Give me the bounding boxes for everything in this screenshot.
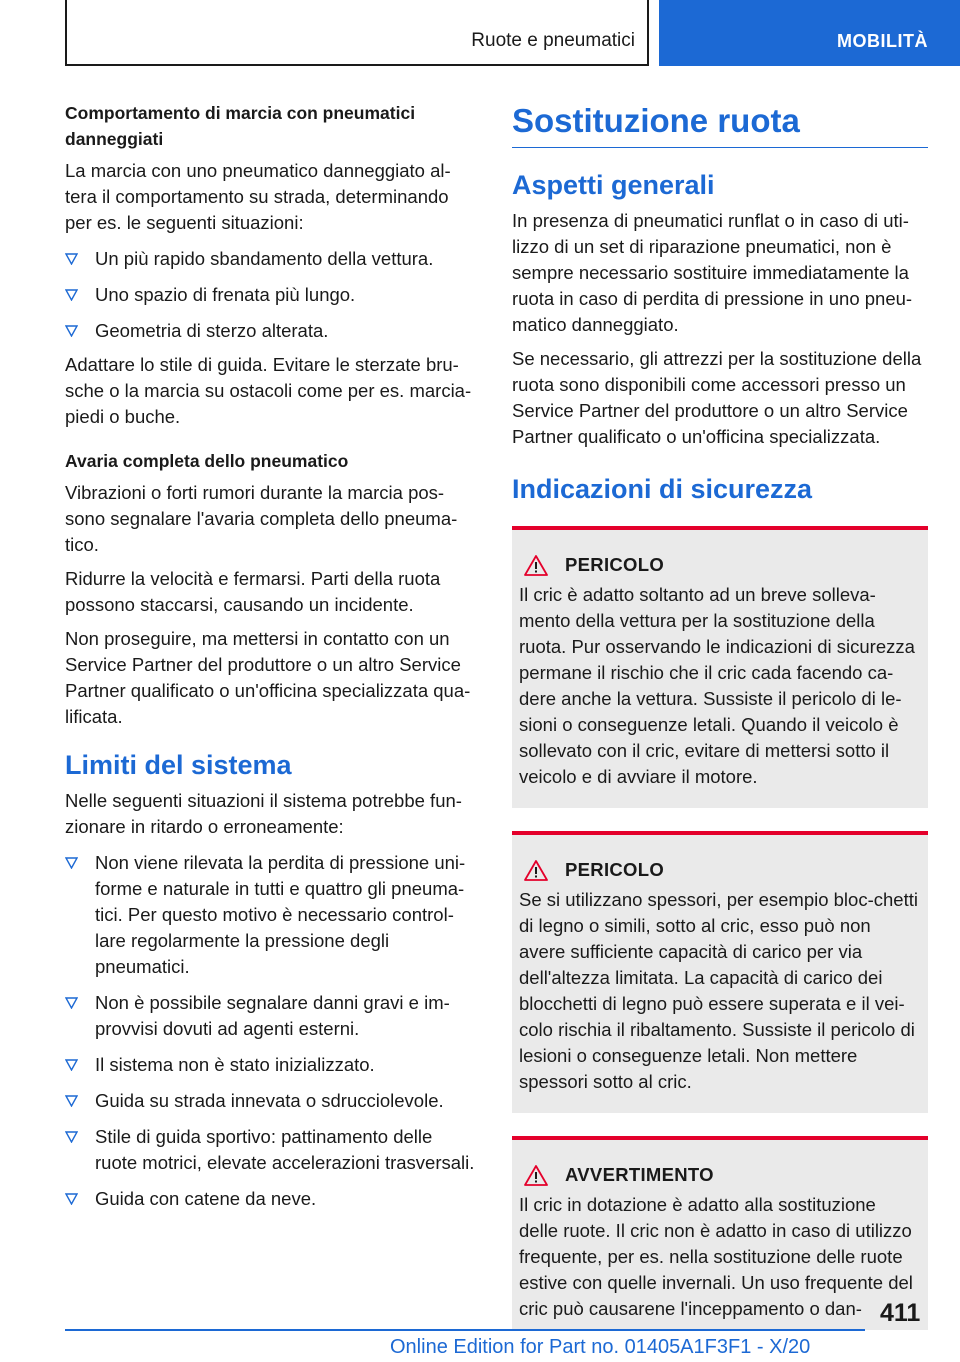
page-header (0, 0, 960, 66)
warning-text: Se si utilizzano spessori, per esempio bloc-chetti di legno o simili, sotto al cric, esso può non avere sufficiente capacità di carico per via dell'altezza limitata. La capacità di carico dei blocchetti di legno può essere superata e il vei-colo rischia il ribaltamento. Sussiste il pericolo di lesioni o conseguenze letali. Non mettere spessori sotto al cric. (519, 889, 918, 1092)
triangle-bullet-icon (65, 997, 78, 1009)
triangle-bullet-icon (65, 857, 78, 869)
warning-text: Il cric in dotazione è adatto alla sostituzione delle ruote. Il cric non è adatto in caso di utilizzo frequente, per es. nella sostituzione delle ruote estive con quelle invernali. Un uso frequente del cric può causarene l'inceppamento o dan- (519, 1194, 913, 1319)
list-item: Il sistema non è stato inizializzato. (65, 1052, 477, 1078)
warning-triangle-icon (524, 554, 548, 576)
damaged-tyre-heading: Comportamento di marcia con pneumatici danneggiati (65, 103, 416, 149)
warning-box (512, 526, 928, 808)
triangle-bullet-icon (65, 253, 78, 265)
triangle-bullet-icon (65, 1059, 78, 1071)
warning-title: PERICOLO (565, 554, 665, 575)
wheel-change-title: Sostituzione ruota (512, 101, 928, 148)
system-limits-heading: Limiti del sistema (65, 750, 292, 780)
warning-box (512, 831, 928, 1113)
right-column (512, 101, 928, 1330)
tyre-failure-heading: Avaria completa dello pneumatico (65, 451, 349, 471)
warning-title: AVVERTIMENTO (565, 1164, 714, 1185)
list-item: Stile di guida sportivo: pattinamento delle ruote motrici, elevate accelerazioni trasversali. (65, 1124, 477, 1176)
list-item: Non viene rilevata la perdita di pressione uni-forme e naturale in tutti e quattro gli pneuma-tici. Per questo motivo è necessario control-lare regolarmente la pressione degli pneumatici. (65, 850, 477, 980)
tyre-failure-p3: Non proseguire, ma mettersi in contatto con un Service Partner del produttore o un altro Service Partner qualificato o un'officina specializzata qua-lificata. (65, 628, 471, 727)
list-item: Non è possibile segnalare danni gravi e im-provvisi dovuti ad agenti esterni. (65, 990, 477, 1042)
triangle-bullet-icon (65, 289, 78, 301)
tyre-failure-p1: Vibrazioni o forti rumori durante la marcia pos-sono segnalare l'avaria completa dello pneuma-tico. (65, 482, 458, 555)
triangle-bullet-icon (65, 325, 78, 337)
footer-edition: Online Edition for Part no. 01405A1F3F1 - X/20 (390, 1336, 811, 1358)
list-item: Un più rapido sbandamento della vettura. (65, 246, 477, 272)
system-limits-list (65, 850, 477, 1212)
warning-text: Il cric è adatto soltanto ad un breve solleva-mento della vettura per la sostituzione della ruota. Pur osservando le indicazioni di sicurezza permane il rischio che il cric cada facendo ca-dere anche la vettura. Sussiste il pericolo di le-sioni o conseguenze letali. Quando il veicolo è sollevato con il cric, evitare di mettersi sotto il veicolo e di avviare il motore. (519, 584, 915, 787)
safety-heading: Indicazioni di sicurezza (512, 474, 813, 504)
triangle-bullet-icon (65, 1193, 78, 1205)
general-aspects-heading: Aspetti generali (512, 170, 715, 200)
list-item: Guida con catene da neve. (65, 1186, 477, 1212)
warning-box (512, 1136, 928, 1330)
triangle-bullet-icon (65, 1131, 78, 1143)
chapter-title: MOBILITÀ (837, 31, 928, 51)
section-title: Ruote e pneumatici (471, 30, 635, 51)
page-number: 411 (880, 1299, 921, 1327)
warning-triangle-icon (524, 1164, 548, 1186)
damaged-tyre-intro: La marcia con uno pneumatico danneggiato al-tera il comportamento su strada, determinando per es. le seguenti situazioni: (65, 160, 451, 233)
tyre-failure-p2: Ridurre la velocità e fermarsi. Parti della ruota possono staccarsi, causando un incidente. (65, 568, 441, 615)
damaged-tyre-advice: Adattare lo stile di guida. Evitare le sterzate bru-sche o la marcia su ostacoli come per es. marcia-piedi o buche. (65, 354, 472, 427)
warning-title: PERICOLO (565, 859, 665, 880)
warning-triangle-icon (524, 859, 548, 881)
left-column (65, 100, 477, 1212)
footer-divider (65, 1329, 865, 1331)
chapter-tab (659, 0, 960, 66)
list-item: Guida su strada innevata o sdrucciolevole. (65, 1088, 477, 1114)
system-limits-intro: Nelle seguenti situazioni il sistema potrebbe fun-zionare in ritardo o erroneamente: (65, 790, 462, 837)
general-aspects-p1: In presenza di pneumatici runflat o in caso di uti-lizzo di un set di riparazione pneumatici, non è sempre necessario sostituire immediatamente la ruota in caso di perdita di pressione in uno pneu-matico danneggiato. (512, 210, 913, 335)
triangle-bullet-icon (65, 1095, 78, 1107)
list-item: Geometria di sterzo alterata. (65, 318, 477, 344)
damaged-tyre-list (65, 246, 477, 344)
list-item: Uno spazio di frenata più lungo. (65, 282, 477, 308)
general-aspects-p2: Se necessario, gli attrezzi per la sostituzione della ruota sono disponibili come accessori presso un Service Partner del produttore o un altro Service Partner qualificato o un'officina specializzata. (512, 348, 922, 447)
section-tab (65, 0, 649, 66)
